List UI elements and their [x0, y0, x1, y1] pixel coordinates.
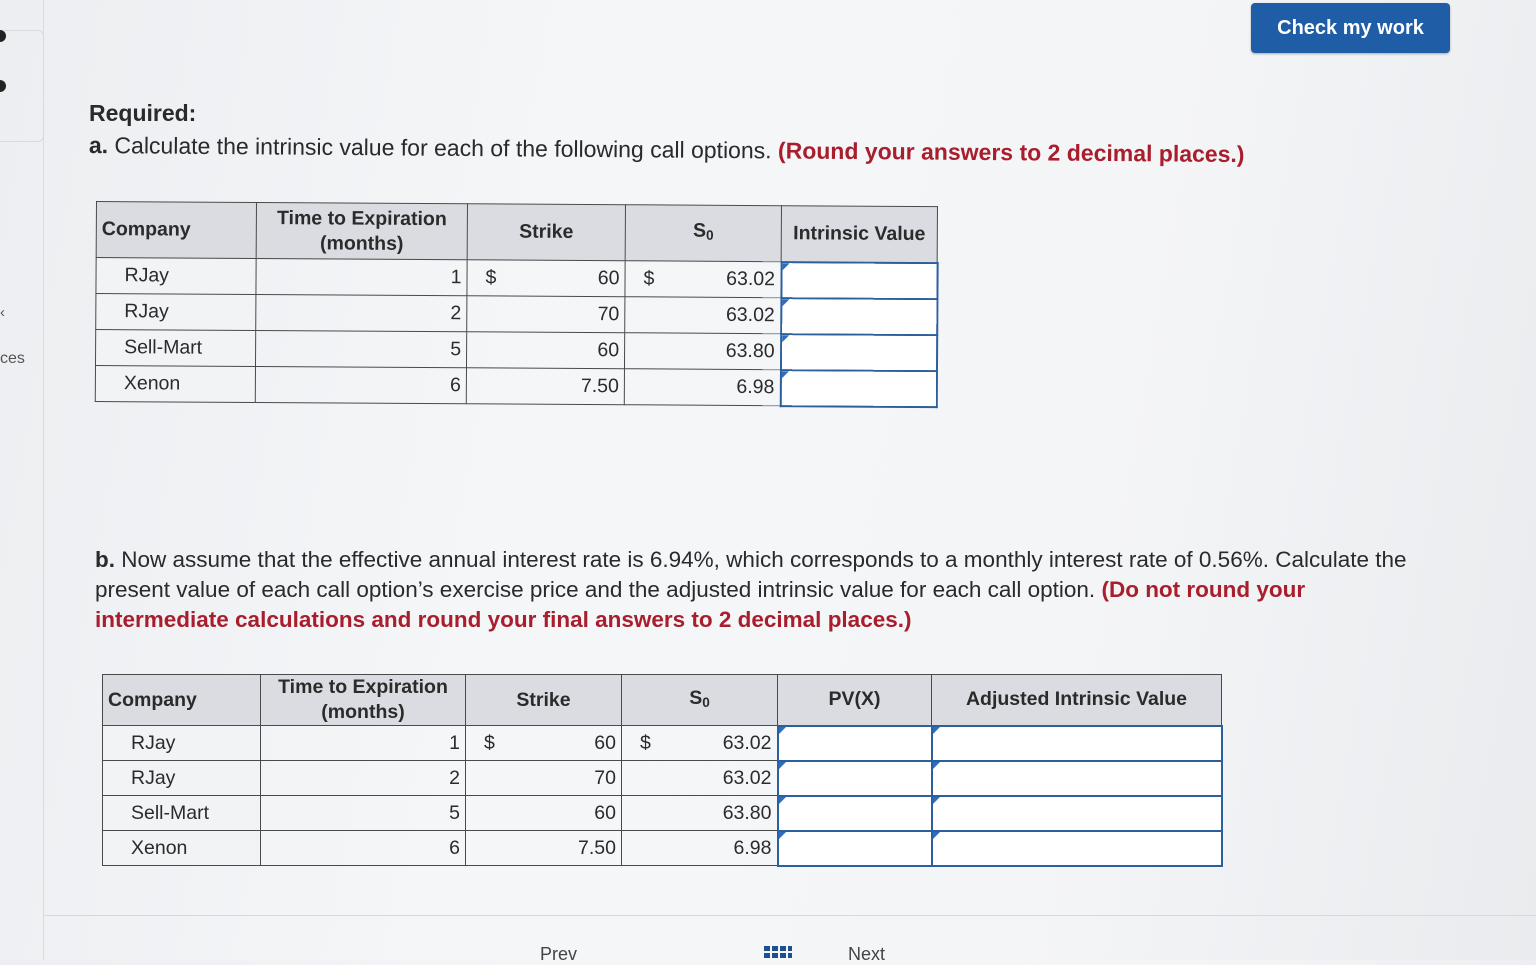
- pvx-cell[interactable]: [778, 726, 932, 761]
- left-sidebar-edge: [0, 0, 44, 960]
- intrinsic-value-cell[interactable]: [780, 334, 936, 371]
- adjusted-intrinsic-value-cell[interactable]: [932, 796, 1222, 831]
- company-cell: RJay: [96, 294, 256, 331]
- part-b-text: Now assume that the effective annual interest rate is 6.94%, which corresponds to a monthly interest rate of 0.56%. Calculate the present value of each call option’s exercise price and the adjusted intrinsic value for each call option.: [95, 547, 1407, 602]
- intrinsic-value-input[interactable]: [781, 377, 935, 400]
- company-cell: Sell-Mart: [103, 796, 261, 831]
- currency-symbol: $: [484, 731, 495, 754]
- adjusted-intrinsic-value-input[interactable]: [933, 803, 1221, 825]
- pvx-input[interactable]: [779, 838, 931, 860]
- footer-divider: [44, 915, 1536, 916]
- adjusted-intrinsic-value-input[interactable]: [933, 768, 1221, 790]
- check-my-work-button[interactable]: Check my work: [1251, 3, 1450, 53]
- part-b-prefix: b.: [95, 547, 115, 572]
- header-s0-sub: 0: [705, 227, 714, 243]
- part-b-table: [102, 674, 1223, 867]
- header-time-line2: (months): [319, 231, 404, 255]
- header-company: Company: [103, 675, 261, 726]
- months-cell: 5: [261, 796, 466, 831]
- strike-value: 60: [594, 731, 616, 754]
- table-row: [96, 294, 937, 335]
- header-strike: Strike: [467, 204, 625, 261]
- header-time-to-expiration: [261, 675, 466, 726]
- s0-cell: [622, 831, 778, 866]
- pvx-cell[interactable]: [778, 761, 932, 796]
- table-row: [103, 796, 1222, 831]
- header-adjusted-intrinsic-value: Adjusted Intrinsic Value: [932, 675, 1222, 726]
- sidebar-card: [0, 30, 44, 142]
- header-strike: Strike: [466, 675, 622, 726]
- company-cell: Xenon: [95, 366, 255, 403]
- strike-cell: [467, 296, 625, 333]
- pvx-input[interactable]: [779, 733, 931, 755]
- adjusted-intrinsic-value-input[interactable]: [933, 838, 1221, 860]
- currency-symbol: $: [643, 267, 655, 290]
- sidebar-label[interactable]: ces: [0, 350, 25, 367]
- strike-value: 70: [594, 766, 616, 789]
- strike-value: 7.50: [578, 836, 616, 859]
- s0-cell: [622, 726, 778, 761]
- strike-cell: [466, 332, 624, 369]
- s0-value: 63.02: [722, 731, 772, 754]
- strike-cell: [466, 368, 624, 405]
- company-cell: RJay: [96, 258, 256, 295]
- table-row: [103, 761, 1222, 796]
- intrinsic-value-input[interactable]: [782, 269, 936, 292]
- months-cell: 6: [261, 831, 466, 866]
- s0-cell: [624, 369, 780, 406]
- part-b-emphasis: (Do not round your intermediate calculations and round your final answers to 2 decimal places.): [95, 577, 1306, 632]
- s0-cell: [625, 297, 781, 334]
- strike-cell: [466, 726, 622, 761]
- grid-icon[interactable]: [764, 946, 792, 960]
- s0-cell: [625, 261, 781, 298]
- s0-value: 63.80: [725, 339, 775, 363]
- header-s0: [625, 205, 781, 262]
- required-heading: Required:: [89, 100, 197, 126]
- months-cell: 2: [256, 294, 467, 331]
- header-intrinsic-value: Intrinsic Value: [781, 206, 937, 263]
- pvx-input[interactable]: [779, 768, 931, 790]
- currency-symbol: $: [640, 731, 651, 754]
- s0-value: 6.98: [736, 375, 775, 399]
- intrinsic-value-input[interactable]: [782, 305, 936, 328]
- sidebar-arrow-icon[interactable]: ‹: [0, 304, 5, 321]
- table-row: [96, 258, 937, 299]
- header-time-line2: (months): [321, 701, 405, 723]
- intrinsic-value-cell[interactable]: [781, 298, 937, 335]
- s0-value: 63.02: [725, 303, 775, 327]
- header-time-line1: Time to Expiration: [276, 206, 447, 230]
- adjusted-intrinsic-value-cell[interactable]: [932, 726, 1222, 761]
- months-cell: 5: [255, 330, 466, 367]
- prev-button[interactable]: Prev: [540, 944, 578, 964]
- part-a-prompt: [89, 132, 1245, 168]
- part-a-prefix: a.: [88, 132, 109, 159]
- strike-value: 60: [594, 801, 616, 824]
- adjusted-intrinsic-value-cell[interactable]: [932, 831, 1222, 866]
- part-b-prompt: [95, 545, 1440, 635]
- part-a-table: [95, 201, 939, 408]
- adjusted-intrinsic-value-cell[interactable]: [932, 761, 1222, 796]
- s0-value: 6.98: [733, 836, 772, 859]
- header-company: Company: [96, 202, 256, 259]
- company-cell: Xenon: [103, 831, 261, 866]
- s0-cell: [622, 761, 778, 796]
- currency-symbol: $: [485, 266, 497, 289]
- header-s0-base: S: [689, 686, 703, 709]
- strike-value: 70: [597, 303, 620, 326]
- intrinsic-value-cell[interactable]: [780, 370, 936, 407]
- table-row: [95, 366, 936, 407]
- company-cell: RJay: [103, 726, 261, 761]
- header-s0: [622, 675, 778, 726]
- table-row: [103, 831, 1222, 866]
- next-button[interactable]: Next: [848, 944, 886, 964]
- company-cell: RJay: [103, 761, 261, 796]
- s0-value: 63.80: [722, 801, 772, 824]
- header-pvx: PV(X): [778, 675, 932, 726]
- adjusted-intrinsic-value-input[interactable]: [933, 733, 1221, 755]
- intrinsic-value-cell[interactable]: [781, 262, 937, 299]
- table-row: [103, 726, 1222, 761]
- s0-value: 63.02: [726, 267, 776, 291]
- strike-cell: [467, 260, 625, 297]
- strike-cell: [466, 831, 622, 866]
- header-time-line1: Time to Expiration: [278, 676, 448, 698]
- part-a-emphasis: (Round your answers to 2 decimal places.): [777, 137, 1245, 168]
- s0-cell: [624, 333, 780, 370]
- strike-value: 60: [597, 339, 620, 362]
- strike-value: 60: [597, 267, 620, 290]
- header-s0-base: S: [692, 219, 707, 242]
- s0-cell: [622, 796, 778, 831]
- months-cell: 1: [256, 258, 467, 295]
- months-cell: 6: [255, 366, 466, 403]
- months-cell: 1: [261, 726, 466, 761]
- header-time-to-expiration: [256, 202, 467, 259]
- intrinsic-value-input[interactable]: [782, 341, 936, 364]
- header-s0-sub: 0: [702, 694, 710, 710]
- part-a-text: Calculate the intrinsic value for each of the following call options.: [114, 132, 772, 164]
- s0-value: 63.02: [722, 766, 772, 789]
- strike-cell: [466, 761, 622, 796]
- table-row: [95, 330, 936, 371]
- months-cell: 2: [261, 761, 466, 796]
- strike-cell: [466, 796, 622, 831]
- pvx-input[interactable]: [779, 803, 931, 825]
- company-cell: Sell-Mart: [95, 330, 255, 367]
- pvx-cell[interactable]: [778, 796, 932, 831]
- strike-value: 7.50: [580, 374, 619, 398]
- pvx-cell[interactable]: [778, 831, 932, 866]
